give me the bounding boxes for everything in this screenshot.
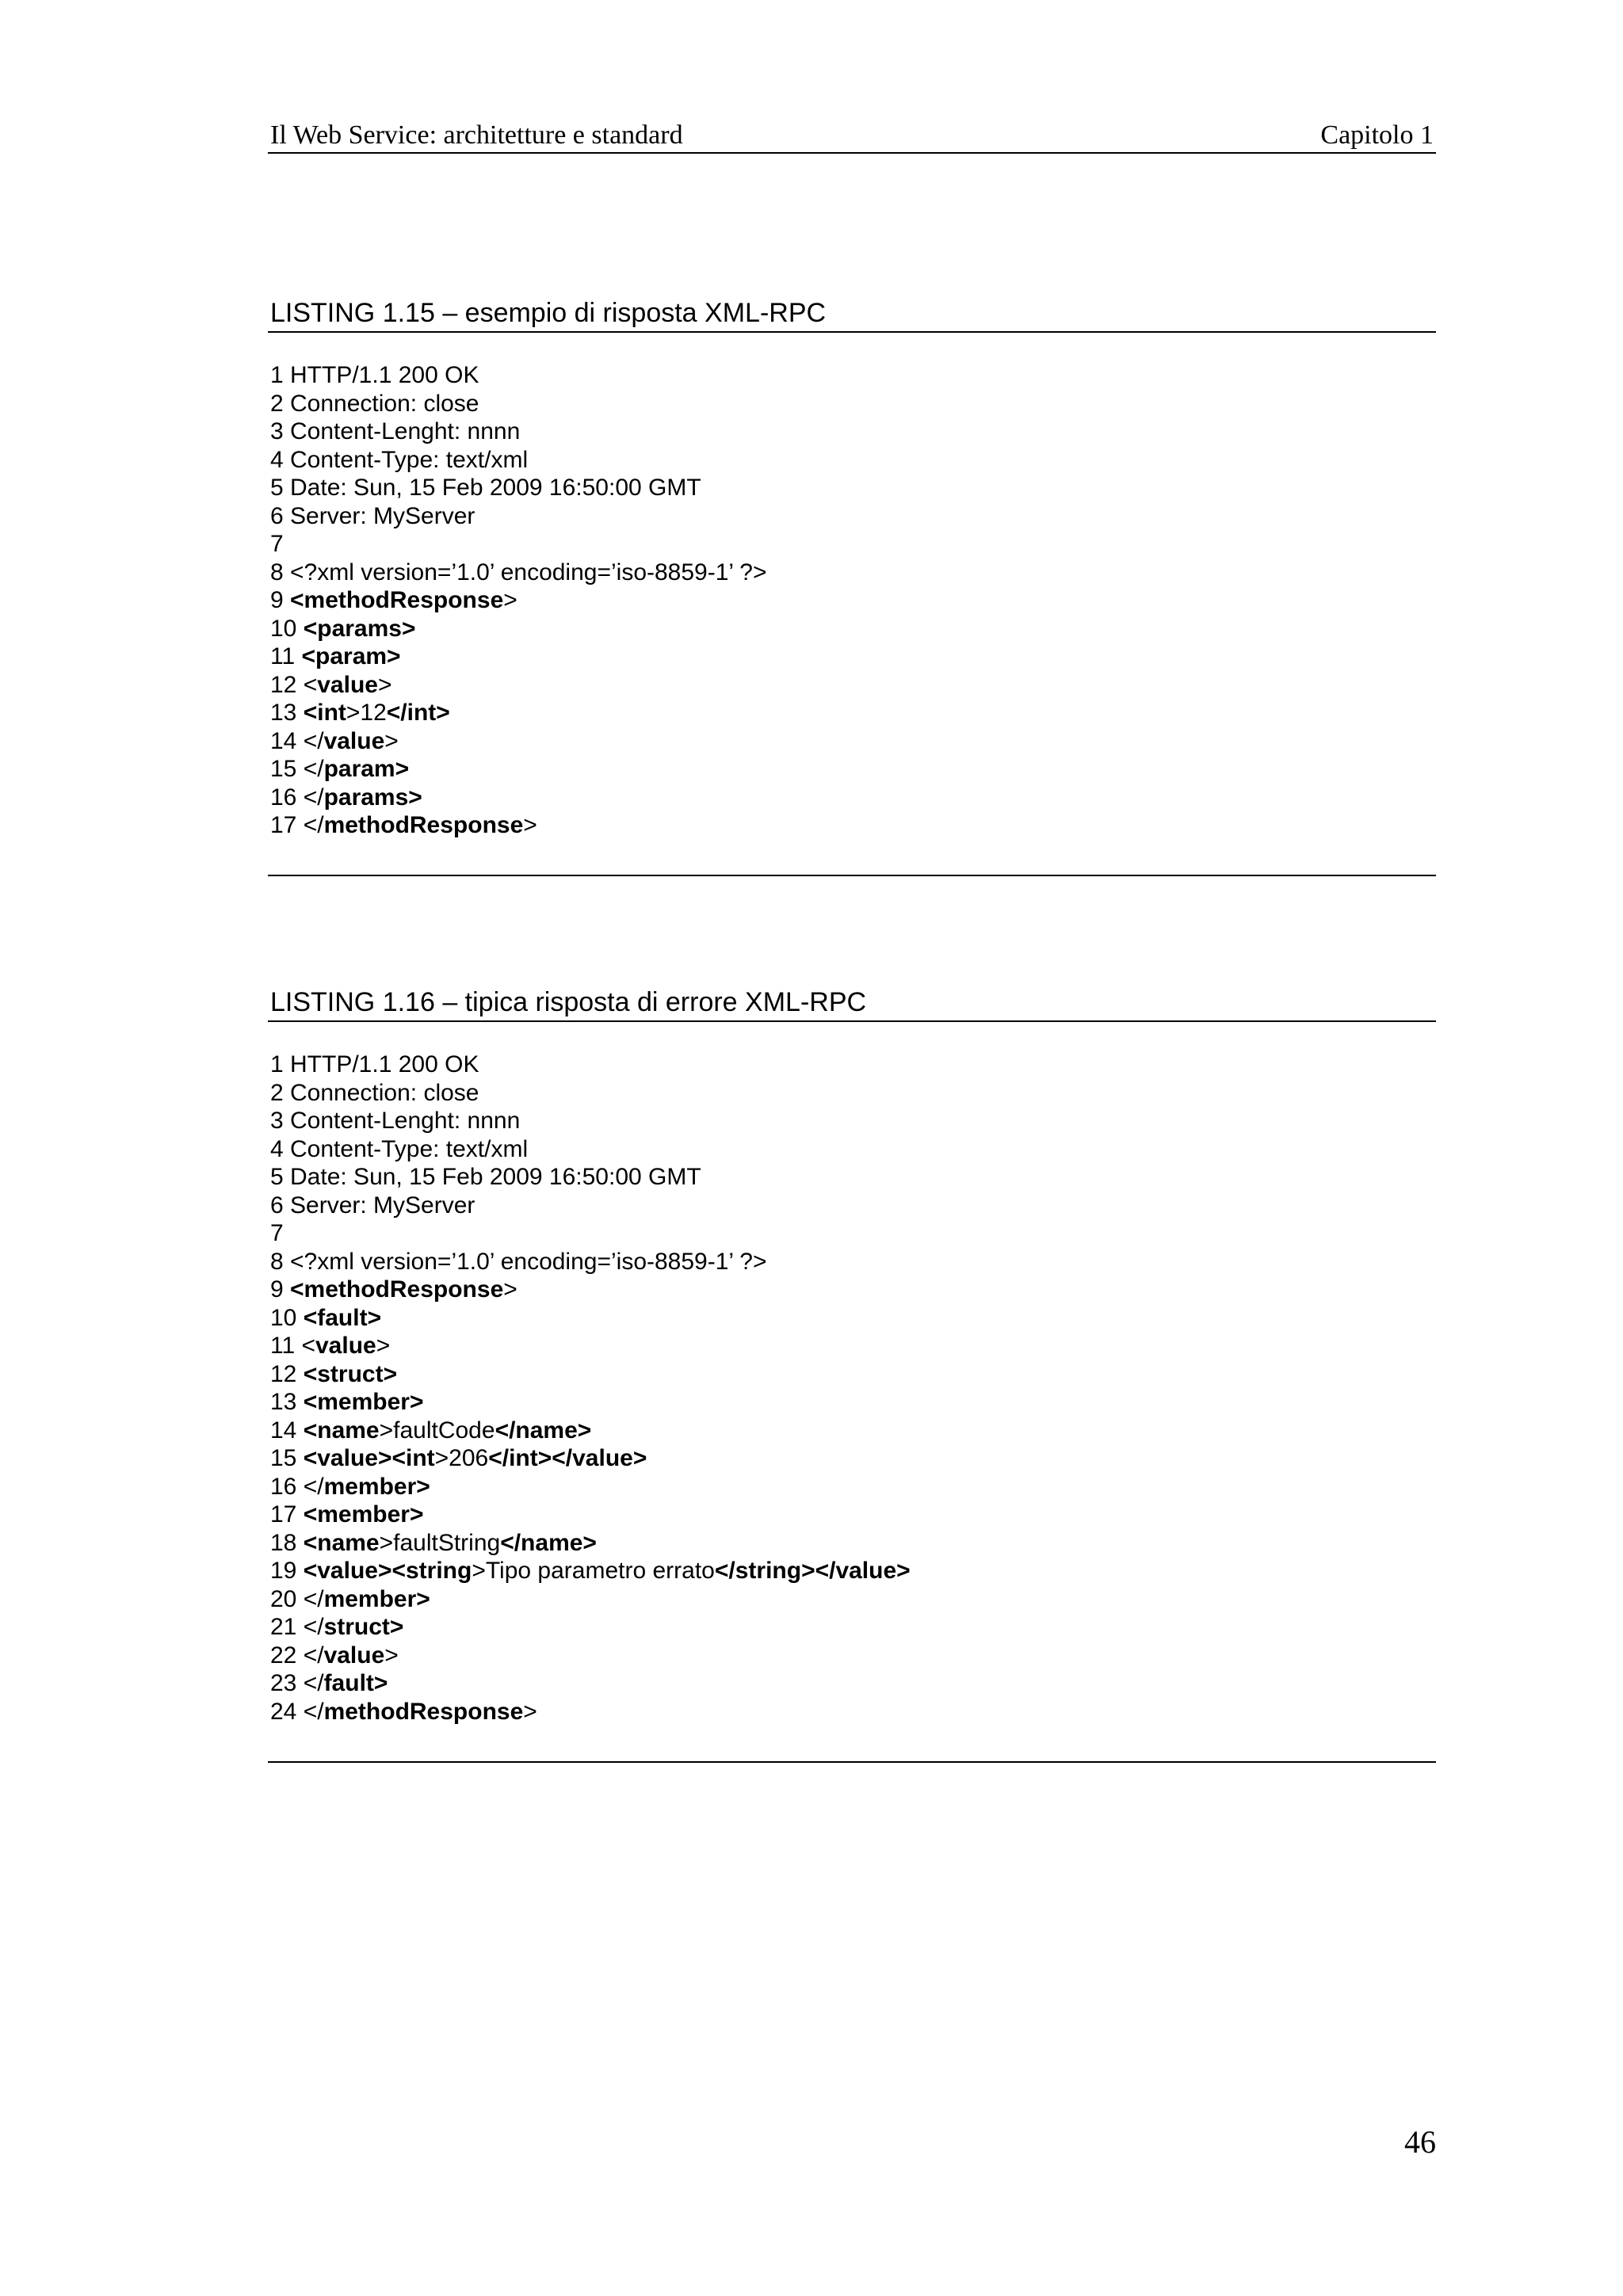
code-line: 22 </value> — [270, 1642, 399, 1669]
listing-1-16 — [268, 985, 1436, 1763]
code-line: 11 <param> — [270, 643, 401, 669]
listing-rule — [268, 875, 1436, 876]
code-line: 2 Connection: close — [270, 390, 479, 417]
code-line: 8 <?xml version=’1.0’ encoding=’iso-8859-1’ ?> — [270, 1248, 767, 1275]
code-line: 19 <value><string>Tipo parametro errato</string></value> — [270, 1558, 911, 1584]
code-line: 5 Date: Sun, 15 Feb 2009 16:50:00 GMT — [270, 1164, 701, 1190]
listing-title: LISTING 1.16 – tipica risposta di errore XML-RPC — [268, 985, 1436, 1022]
listing-rule — [268, 1761, 1436, 1763]
code-line: 23 </fault> — [270, 1670, 388, 1696]
code-line: 9 <methodResponse> — [270, 1276, 517, 1302]
code-line: 12 <struct> — [270, 1360, 398, 1387]
code-line: 7 — [270, 1220, 284, 1246]
code-line: 15 </param> — [270, 756, 410, 782]
code-line: 12 <value> — [270, 671, 392, 698]
header-chapter: Capitolo 1 — [1320, 120, 1434, 150]
code-line: 1 HTTP/1.1 200 OK — [270, 1051, 479, 1077]
page-number: 46 — [1404, 2124, 1436, 2160]
code-line: 4 Content-Type: text/xml — [270, 446, 529, 473]
code-line: 4 Content-Type: text/xml — [270, 1135, 529, 1162]
code-block — [268, 361, 1436, 840]
code-line: 2 Connection: close — [270, 1079, 479, 1106]
code-line: 10 <params> — [270, 615, 416, 642]
code-line: 13 <member> — [270, 1389, 424, 1415]
code-line: 17 </methodResponse> — [270, 812, 537, 838]
code-block — [268, 1051, 1436, 1726]
code-line: 21 </struct> — [270, 1614, 404, 1640]
code-line: 1 HTTP/1.1 200 OK — [270, 362, 479, 388]
code-line: 20 </member> — [270, 1585, 430, 1612]
header-title: Il Web Service: architetture e standard — [270, 120, 683, 150]
code-line: 6 Server: MyServer — [270, 1192, 475, 1219]
running-header — [268, 113, 1436, 154]
code-line: 14 </value> — [270, 727, 399, 754]
code-line: 15 <value><int>206</int></value> — [270, 1445, 647, 1471]
code-line: 7 — [270, 531, 284, 557]
code-line: 9 <methodResponse> — [270, 587, 517, 613]
code-line: 3 Content-Lenght: nnnn — [270, 418, 521, 444]
code-line: 24 </methodResponse> — [270, 1698, 537, 1725]
code-line: 3 Content-Lenght: nnnn — [270, 1108, 521, 1134]
code-line: 10 <fault> — [270, 1304, 382, 1331]
code-line: 8 <?xml version=’1.0’ encoding=’iso-8859-1’ ?> — [270, 559, 767, 585]
listing-1-15 — [268, 296, 1436, 876]
code-line: 16 </params> — [270, 784, 422, 810]
code-line: 18 <name>faultString</name> — [270, 1529, 597, 1556]
code-line: 6 Server: MyServer — [270, 502, 475, 529]
code-line: 11 <value> — [270, 1333, 391, 1359]
listing-title: LISTING 1.15 – esempio di risposta XML-RPC — [268, 296, 1436, 333]
code-line: 17 <member> — [270, 1501, 424, 1527]
code-line: 13 <int>12</int> — [270, 700, 450, 726]
code-line: 14 <name>faultCode</name> — [270, 1417, 592, 1444]
code-line: 16 </member> — [270, 1473, 430, 1500]
code-line: 5 Date: Sun, 15 Feb 2009 16:50:00 GMT — [270, 475, 701, 501]
